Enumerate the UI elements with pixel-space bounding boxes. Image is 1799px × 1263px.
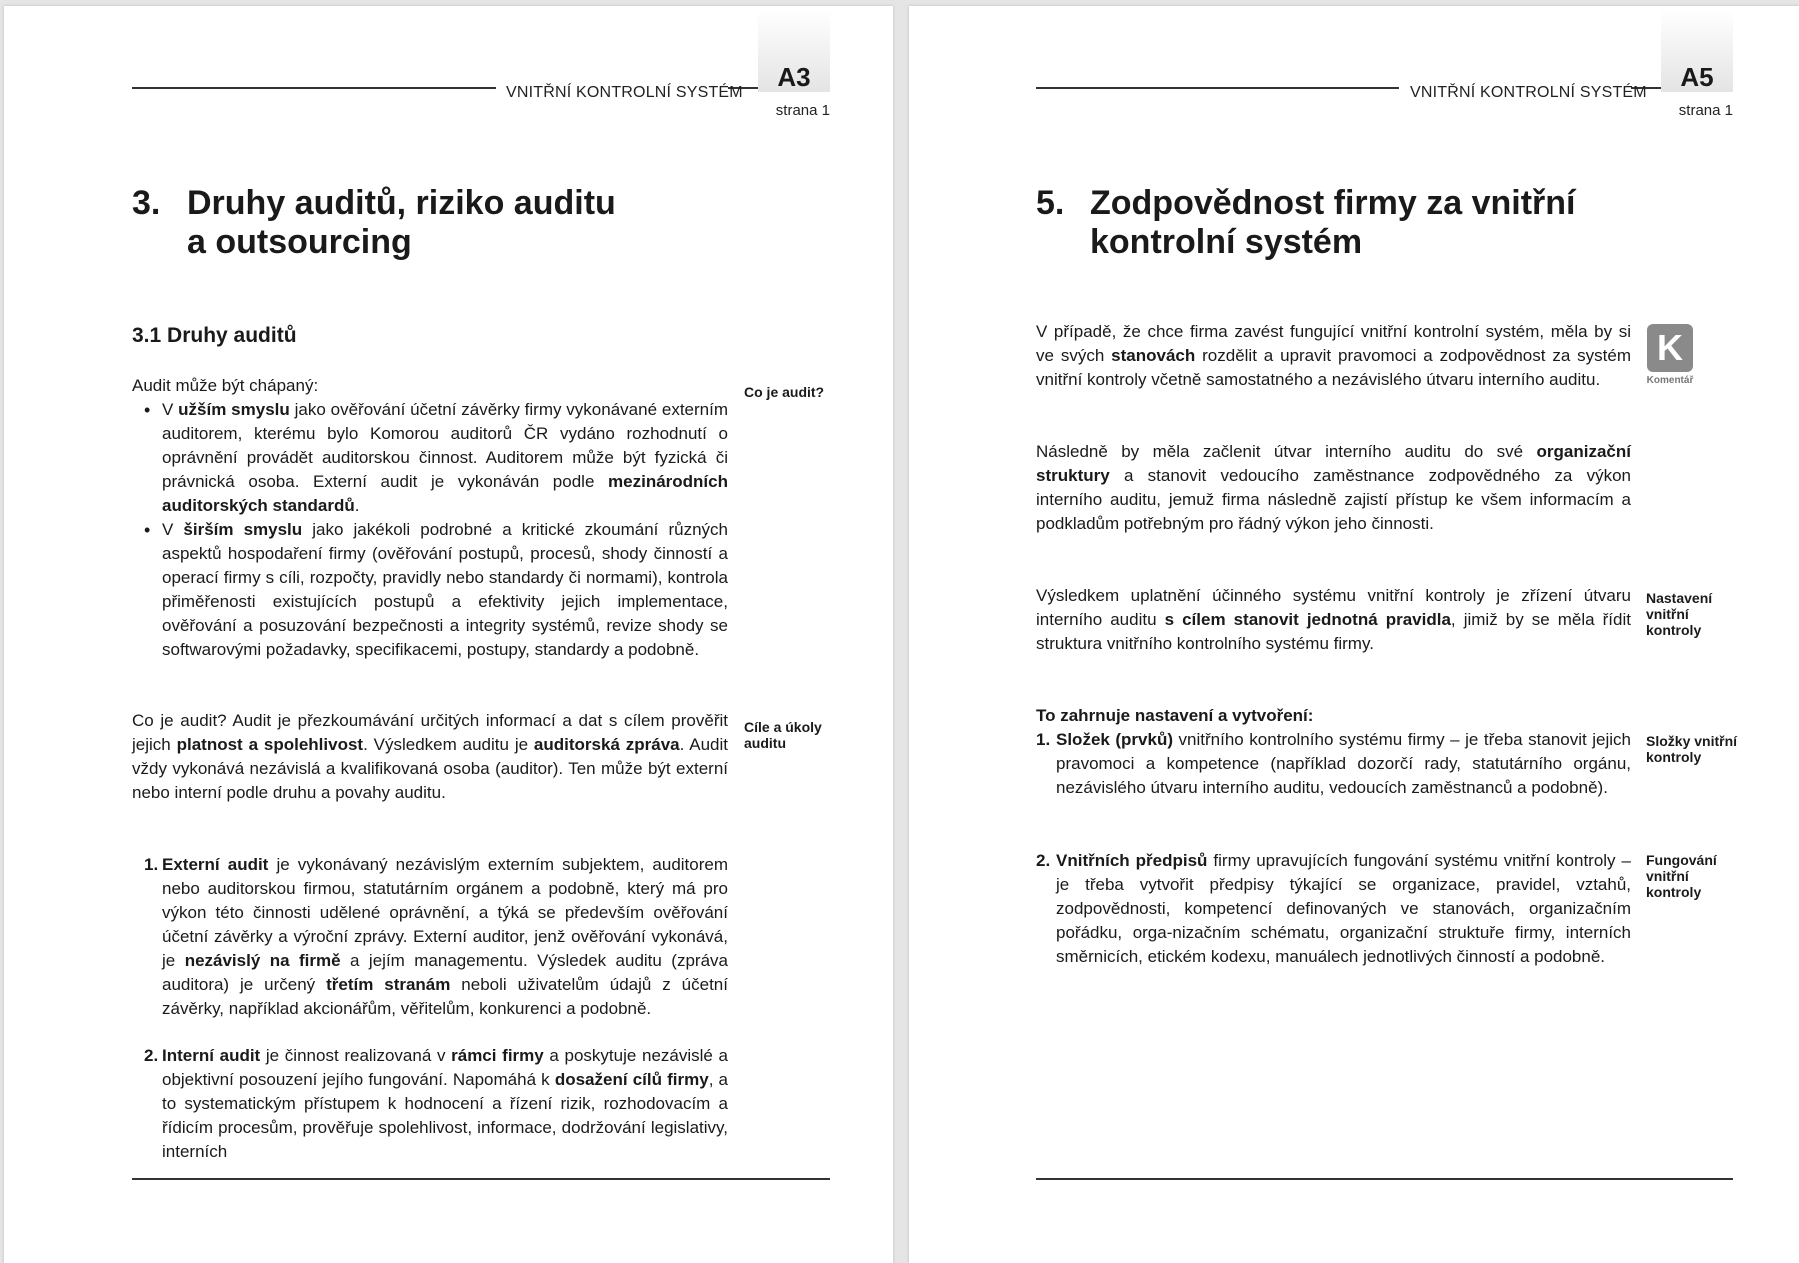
header-code: A3 <box>777 62 811 92</box>
side-note-goals: Cíle a úkoly auditu <box>744 719 822 751</box>
chapter-title <box>1090 184 1650 262</box>
header-page-number: strana 1 <box>1678 102 1733 119</box>
left-page <box>4 6 893 1263</box>
list-item: 1. Externí audit je vykonávaný nezávislým externím subjektem, auditorem nebo auditorskou firmou, statutárním orgánem a podobně, který má pro výkon této činnosti udělené oprávnění, a týká se především ověřování účetní závěrky a výroční zprávy. Externí auditor, jenž ověřování vykonává, je nezávislý na firmě a jejím managementu. Výsledek auditu (zpráva auditora) je určený třetím stranám neboli uživatelům údajů z účetní závěrky, například akcionářům, věřitelům, konkurenci a podobně. <box>144 855 729 1018</box>
header-title: VNITŘNÍ KONTROLNÍ SYSTÉM <box>506 84 743 101</box>
chapter-number: 3. <box>132 184 161 222</box>
paragraph-statutes: V případě, že chce firma zavést fungující vnitřní kontrolní systém, měla by si ve svých stanovách rozdělit a upravit pravomoci a zodpovědnost za systém vnitřní kontroly včetně samostatného a nezávislého útvaru interního auditu. <box>1036 322 1632 389</box>
footer-rule <box>1036 1178 1733 1180</box>
section-title: 3.1 Druhy auditů <box>132 324 297 347</box>
side-note-functioning: Fungování vnitřní kontroly <box>1646 852 1717 900</box>
comment-icon: K <box>1647 324 1693 372</box>
chapter-title-line2: kontrolní systém <box>1090 223 1363 261</box>
chapter-title-line1: Druhy auditů, riziko auditu <box>187 184 616 222</box>
header-rule <box>1036 87 1399 89</box>
side-note-what: Co je audit? <box>744 384 825 400</box>
header-title: VNITŘNÍ KONTROLNÍ SYSTÉM <box>1410 84 1647 101</box>
header-page-number: strana 1 <box>775 102 830 119</box>
list-item: • V užším smyslu jako ověřování účetní závěrky firmy vykonávané externím auditorem, kterému bylo Komorou auditorů ČR vydáno rozhodnutí o oprávnění provádět auditorskou činnost. Auditorem může být fyzická či právnická osoba. Externí audit je vykonáván podle mezinárodních auditorských standardů. <box>132 398 728 518</box>
chapter-number: 5. <box>1036 184 1065 222</box>
side-note-parts: Složky vnitřní kontroly <box>1646 733 1738 765</box>
header-rule <box>132 87 496 89</box>
intro-text: Audit může být chápaný: <box>132 376 319 395</box>
chapter-title-line1: Zodpovědnost firmy za vnitřní <box>1090 184 1576 222</box>
audit-definition-paragraph: Co je audit? Audit je přezkoumávání určitých informací a dat s cílem prověřit jejich platnost a spolehlivost. Výsledkem auditu je auditorská zpráva. Audit vždy vykonává nezávislá a kvalifikovaná osoba (auditor). Ten může být externí nebo interní podle druhu a povahy auditu. <box>132 711 729 802</box>
list-item: 1. Složek (prvků) vnitřního kontrolního systému firmy – je třeba stanovit jejich pravomoci a kompetence (například dozorčí rady, statutárního orgánu, nezávislého útvaru interního auditu, vedoucích zaměstnanců a podobně). <box>1036 730 1631 797</box>
chapter-title-line2: a outsourcing <box>187 223 412 261</box>
list-item: 2. Interní audit je činnost realizovaná v rámci firmy a poskytuje nezávislé a objektivní posouzení jejího fungování. Napomáhá k dosažení cílů firmy, a to systematickým přístupem k hodnocení a řízení rizik, rozhodovacím a řídicím procesům, prověřuje spolehlivost, informace, dodržování legislativy, interních <box>144 1046 729 1161</box>
list-item: 2. Vnitřních předpisů firmy upravujících fungování systému vnitřní kontroly – je třeba vytvořit předpisy týkající se organizace, pravidel, vztahů, zodpovědnosti, kompetencí definovaných ve stanovách, organizačním pořádku, orga-nizačním schématu, organizační struktuře firmy, interních směrnicích, etickém kodexu, manuálech jednotlivých činností a podobně. <box>1036 851 1631 966</box>
paragraph-structure: Následně by měla začlenit útvar interního auditu do své organizační struktury a stanovit vedoucího zaměstnance zodpovědného za výkon interního auditu, jemuž firma následně zajistí přístup ke všem informacím a podkladům potřebným pro řádný výkon jeho činnosti. <box>1036 442 1631 533</box>
bullet-list <box>132 398 728 662</box>
list-heading: To zahrnuje nastavení a vytvoření: <box>1036 706 1314 725</box>
side-note-setup: Nastavení vnitřní kontroly <box>1646 590 1713 638</box>
footer-rule <box>132 1178 830 1180</box>
header-code: A5 <box>1680 62 1714 92</box>
comment-icon-label: Komentář <box>1646 375 1694 386</box>
paragraph-result: Výsledkem uplatnění účinného systému vnitřní kontroly je zřízení útvaru interního auditu s cílem stanovit jednotná pravidla, jimiž by se měla řídit struktura vnitřního kontrolního systému firmy. <box>1036 586 1631 653</box>
right-page <box>909 6 1799 1263</box>
list-item: • V širším smyslu jako jakékoli podrobné a kritické zkoumání různých aspektů hospodaření firmy (ověřování postupů, procesů, shody činností a operací firmy s cíli, rozpočty, pravidly nebo standardy či normami), kontrola přiměřenosti existujících postupů a efektivity jejich implementace, ověřování a posuzování bezpečnosti a integrity systémů, revize shody se softwarovými požadavky, specifikacemi, postupy, standardy a podobně. <box>132 518 728 662</box>
chapter-title <box>187 184 747 262</box>
